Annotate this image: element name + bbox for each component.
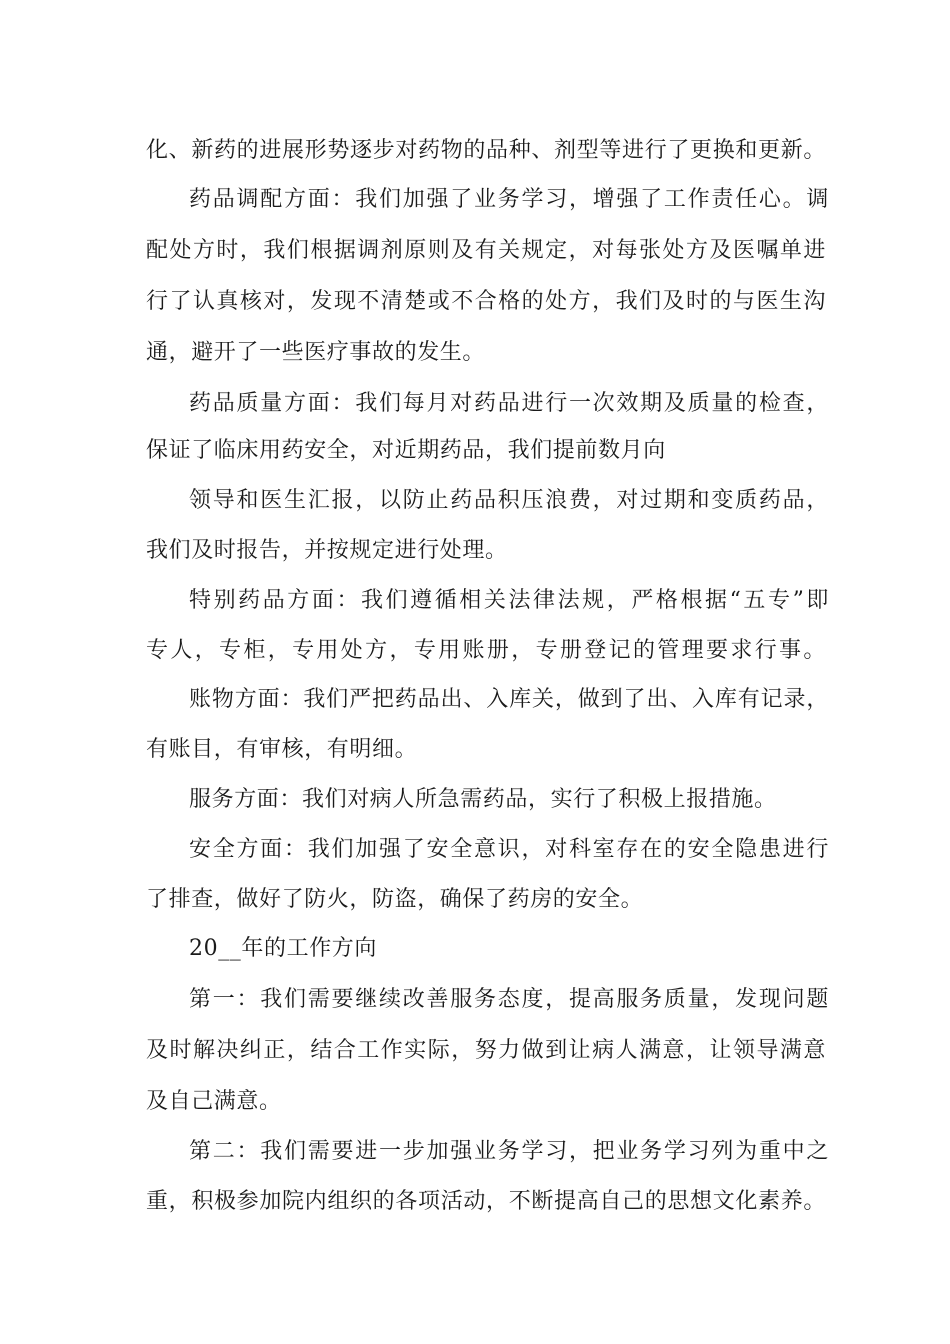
text-line: 重，积极参加院内组织的各项活动，不断提高自己的思想文化素养。 [146, 1189, 826, 1214]
paragraph-first-line: 药品调配方面：我们加强了业务学习，增强了工作责任心。调 [189, 187, 829, 212]
paragraph-first-line: 服务方面：我们对病人所急需药品，实行了积极上报措施。 [189, 787, 777, 812]
text-line: 化、新药的进展形势逐步对药物的品种、剂型等进行了更换和更新。 [146, 138, 826, 163]
text-line: 行了认真核对，发现不清楚或不合格的处方，我们及时的与医生沟 [146, 289, 826, 314]
text-line: 保证了临床用药安全，对近期药品，我们提前数月向 [146, 438, 666, 463]
text-line: 通，避开了一些医疗事故的发生。 [146, 340, 486, 365]
section-heading: 20__年的工作方向 [189, 936, 377, 961]
text-line: 配处方时，我们根据调剂原则及有关规定，对每张处方及医嘱单进 [146, 238, 826, 263]
text-line: 有账目，有审核，有明细。 [146, 737, 418, 762]
text-line: 及自己满意。 [146, 1089, 282, 1114]
paragraph-first-line: 安全方面：我们加强了安全意识，对科室存在的安全隐患进行 [189, 837, 829, 862]
text-line: 了排查，做好了防火，防盗，确保了药房的安全。 [146, 887, 644, 912]
text-line: 我们及时报告，并按规定进行处理。 [146, 538, 508, 563]
text-line: 专人，专柜，专用处方，专用账册，专册登记的管理要求行事。 [146, 638, 826, 663]
paragraph-first-line: 账物方面：我们严把药品出、入库关，做到了出、入库有记录， [189, 687, 829, 712]
text-line: 及时解决纠正，结合工作实际，努力做到让病人满意，让领导满意 [146, 1038, 826, 1063]
paragraph-first-line: 领导和医生汇报，以防止药品积压浪费，对过期和变质药品， [189, 488, 829, 513]
paragraph-first-line: 药品质量方面：我们每月对药品进行一次效期及质量的检查， [189, 391, 829, 416]
paragraph-first-line: 第二：我们需要进一步加强业务学习，把业务学习列为重中之 [189, 1139, 829, 1164]
paragraph-first-line: 特别药品方面：我们遵循相关法律法规，严格根据“五专”即 [189, 588, 829, 613]
paragraph-first-line: 第一：我们需要继续改善服务态度，提高服务质量，发现问题 [189, 987, 829, 1012]
